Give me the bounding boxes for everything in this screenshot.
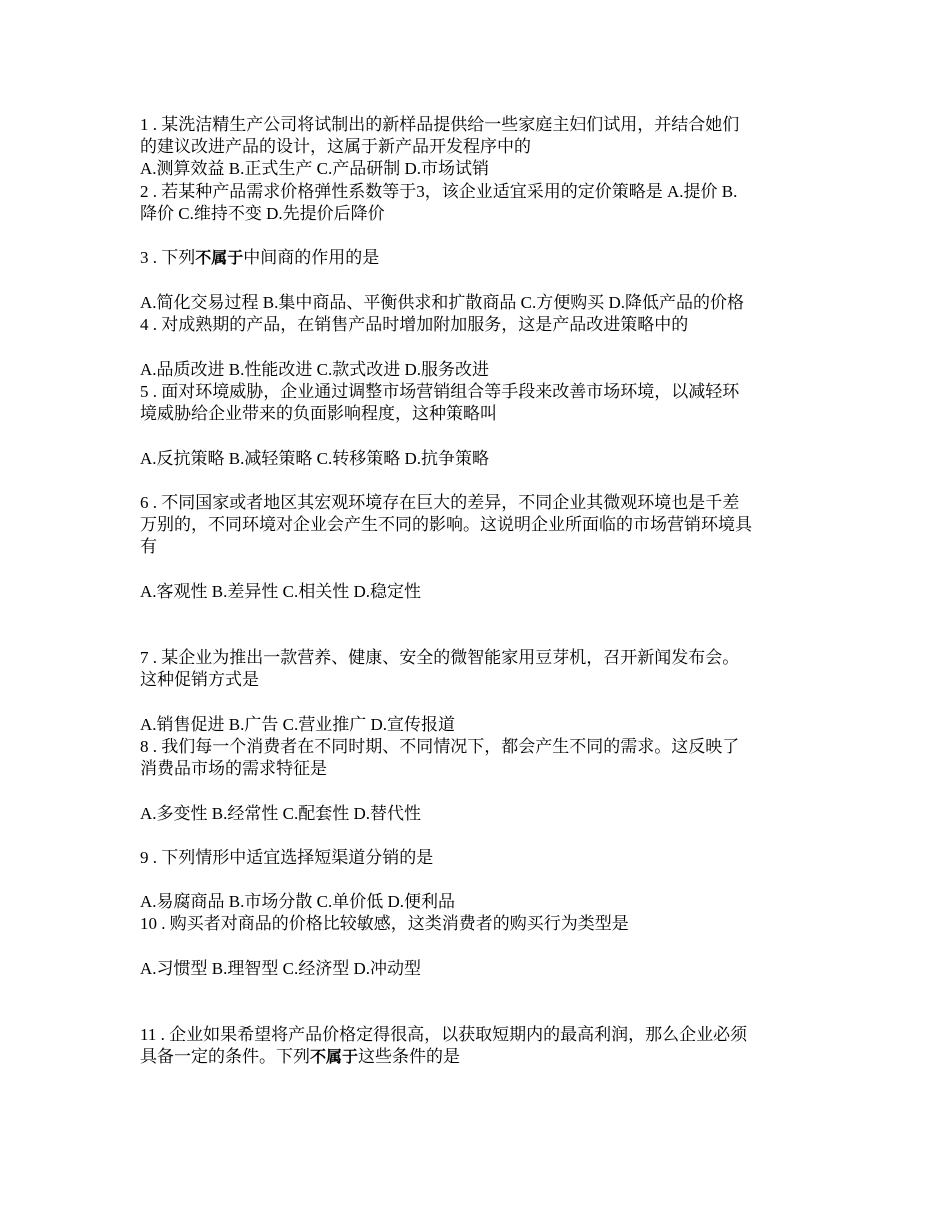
- question-1-line-2: 的建议改进产品的设计，这属于新产品开发程序中的: [140, 137, 531, 156]
- question-2-line-2: 降价 C.维持不变 D.先提价后降价: [140, 204, 385, 223]
- question-11-line-1: 11 . 企业如果希望将产品价格定得很高，以获取短期内的最高利润，那么企业必须: [140, 1025, 748, 1044]
- question-11-line-2: [140, 1046, 820, 1069]
- question-6-line-1: 6 . 不同国家或者地区其宏观环境存在巨大的差异，不同企业其微观环境也是千差: [140, 493, 740, 512]
- question-2-line-1: 2 . 若某种产品需求价格弹性系数等于3，该企业适宜采用的定价策略是 A.提价 B.: [140, 182, 738, 201]
- question-11-prefix: 具备一定的条件。下列: [140, 1047, 310, 1066]
- question-3-suffix: 中间商的作用的是: [243, 248, 380, 267]
- question-5-options: A.反抗策略 B.减轻策略 C.转移策略 D.抗争策略: [140, 449, 489, 468]
- question-9-line-1: 9 . 下列情形中适宜选择短渠道分销的是: [140, 848, 434, 867]
- question-4-line-1: 4 . 对成熟期的产品，在销售产品时增加附加服务，这是产品改进策略中的: [140, 315, 689, 334]
- question-6-line-2: 万别的，不同环境对企业会产生不同的影响。这说明企业所面临的市场营销环境具: [140, 515, 752, 534]
- question-9-options: A.易腐商品 B.市场分散 C.单价低 D.便利品: [140, 892, 455, 911]
- question-10-options: A.习惯型 B.理智型 C.经济型 D.冲动型: [140, 959, 421, 978]
- question-11-suffix: 这些条件的是: [358, 1047, 461, 1066]
- question-7-line-1: 7 . 某企业为推出一款营养、健康、安全的微智能家用豆芽机，召开新闻发布会。: [140, 648, 740, 667]
- question-8-line-2: 消费品市场的需求特征是: [140, 759, 327, 778]
- question-10-line-1: 10 . 购买者对商品的价格比较敏感，这类消费者的购买行为类型是: [140, 914, 629, 933]
- question-1-line-1: 1 . 某洗洁精生产公司将试制出的新样品提供给一些家庭主妇们试用，并结合她们: [140, 115, 740, 134]
- question-5-line-2: 境威胁给企业带来的负面影响程度，这种策略叫: [140, 404, 497, 423]
- question-7-line-2: 这种促销方式是: [140, 670, 259, 689]
- question-11-emphasis: 不属于: [310, 1047, 359, 1066]
- question-6-options: A.客观性 B.差异性 C.相关性 D.稳定性: [140, 582, 421, 601]
- question-8-line-1: 8 . 我们每一个消费者在不同时期、不同情况下，都会产生不同的需求。这反映了: [140, 737, 740, 756]
- question-8-options: A.多变性 B.经常性 C.配套性 D.替代性: [140, 804, 421, 823]
- question-3-emphasis: 不属于: [195, 248, 244, 267]
- question-5-line-1: 5 . 面对环境威胁，企业通过调整市场营销组合等手段来改善市场环境，以减轻环: [140, 382, 740, 401]
- question-3-prefix: 3 . 下列: [140, 248, 196, 267]
- question-3-stem: [140, 247, 820, 270]
- question-6-line-3: 有: [140, 537, 157, 556]
- question-1-options: A.测算效益 B.正式生产 C.产品研制 D.市场试销: [140, 159, 489, 178]
- question-3-options: A.简化交易过程 B.集中商品、平衡供求和扩散商品 C.方便购买 D.降低产品的价格: [140, 293, 744, 312]
- question-7-options: A.销售促进 B.广告 C.营业推广 D.宣传报道: [140, 715, 455, 734]
- question-4-options: A.品质改进 B.性能改进 C.款式改进 D.服务改进: [140, 360, 489, 379]
